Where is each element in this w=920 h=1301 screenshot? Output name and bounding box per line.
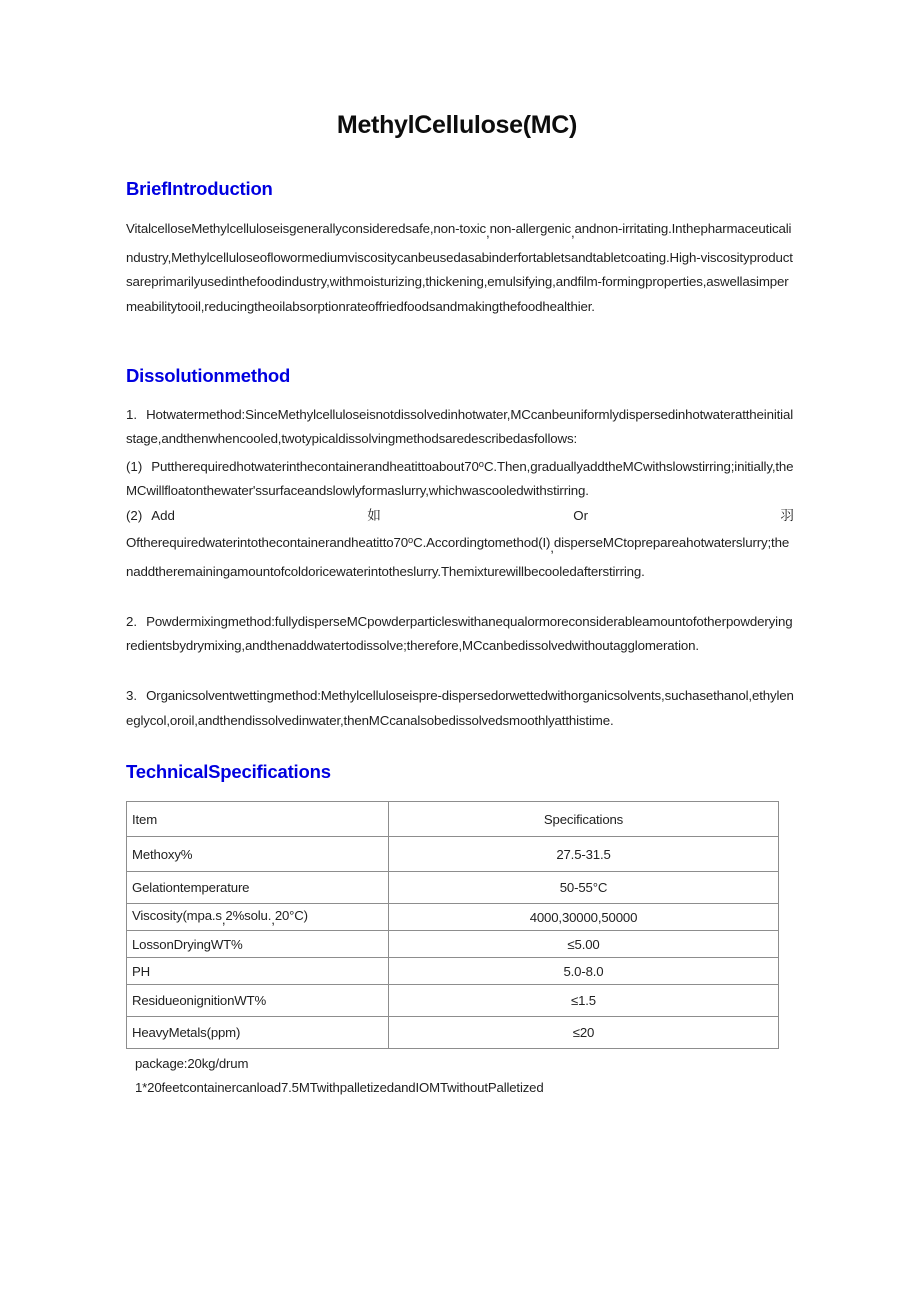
list-number-3: 3. [126,688,138,703]
document-content [126,108,794,1100]
table-row [127,872,779,904]
list-number-sub-1: (1) [126,458,143,474]
intro-subcomma-1: , [486,225,490,241]
list-text-1: Hotwatermethod:SinceMethylcelluloseisnotdissolvedinhotwater,MCcanbeuniformlydispersedinhotwaterattheinitialstage,andthenwhencooled,twotypicaldissolvingmethodsaredescribedasfollows: [126,406,794,447]
viscosity-text-c: 20°C) [274,907,308,923]
intro-text-a: VitalcelloseMethylcelluloseisgenerallyconsideredsafe,non-toxic [126,221,487,236]
sub2-text-c: disperseMCtoprepareahotwaterslurry;thenaddtheremainingamountofcoldoricewaterintotheslurry.Themixturewillbecooledafterstirring. [126,535,790,580]
row-item-loss-on-drying: LossonDryingWT% [127,931,389,958]
list-number-1: 1. [126,406,138,422]
paragraph-dissolution-item-1 [126,403,794,452]
sub2-word-add: Add [151,507,175,523]
list-text-sub-1-b: C.Then,graduallyaddtheMCwithslowstirring;initially,theMCwillfloatonthewater'ssurfaceandslowlyformaslurry,whichwascooledwithstirring. [126,458,794,499]
list-number-sub-2: (2) [126,507,143,523]
list-text-2: Powdermixingmethod:fullydisperseMCpowderparticleswithanequalormoreconsiderableamountofotherpowderyingredientsbydrymixing,andthenaddwatertodissolve;therefore,MCcanbedissolvedwithoutagglomeration. [126,613,793,654]
row-spec-heavy-metals: ≤20 [389,1017,779,1049]
paragraph-dissolution-item-2 [126,610,794,659]
paragraph-dissolution-sub-2-body [126,528,794,584]
table-row [127,1017,779,1049]
heading-technical-specifications: TechnicalSpecifications [126,761,331,783]
intro-text-c: andnon-irritating.Inthepharmaceuticalindustry,Methylcelluloseoflowormediumviscositycanbeusedasabinderfortabletsandtabletcoating.High-viscosityproductsareprimarilyusedinthefoodindustry,withmoisturizing,thickening,emulsifying,andfilm-formingproperties,aswellasimpermeabilitytooil,reducingtheoilabsorptionrateoffriedfoodsandmakingthefoodhealthier. [126,221,793,315]
paragraph-dissolution-sub-1 [126,452,794,504]
row-item-viscosity [127,904,389,931]
heading-dissolution-method: Dissolutionmethod [126,364,291,386]
table-header-item: Item [127,802,389,837]
heading-brief-introduction: BriefIntroduction [126,178,273,199]
viscosity-subcomma-1: , [221,911,226,927]
note-container-load: 1*20feetcontainercanload7.5MTwithpalletizedandIOMTwithoutPalletized [135,1080,544,1096]
paragraph-brief-introduction [126,217,794,320]
row-spec-gelation-temperature: 50-55°C [389,872,779,904]
intro-subcomma-2: , [571,225,575,241]
note-package: package:20kg/drum [135,1056,249,1072]
document-title: MethylCellulose(MC) [336,111,578,139]
paragraph-dissolution-item-3 [126,684,794,733]
degree-symbol-2: o [408,535,414,546]
row-spec-residue-on-ignition: ≤1.5 [389,985,779,1017]
sub2-word-or: Or [573,507,589,523]
table-row [127,837,779,872]
sub2-text-b: C.Accordingtomethod(I) [413,535,551,551]
sub2-cjk-second: 羽 [780,507,794,523]
table-header-specifications: Specifications [389,802,779,837]
list-number-2: 2. [126,613,138,629]
row-item-methoxy: Methoxy% [127,837,389,872]
row-spec-ph: 5.0-8.0 [389,958,779,985]
technical-specifications-table [126,801,779,1049]
table-row [127,958,779,985]
table-row [127,985,779,1017]
viscosity-text-b: 2%solu. [225,907,272,923]
viscosity-subcomma-2: , [271,911,275,927]
sub2-subcomma: , [550,539,554,555]
table-header-row [127,802,779,837]
table-row [127,931,779,958]
intro-text-b: non-allergenic [489,221,571,236]
list-text-3: Organicsolventwettingmethod:Methylcelluloseispre-dispersedorwettedwithorganicsolvents,suchasethanol,ethyleneglycol,oroil,andthendissolvedinwater,thenMCcanalsobedissolvedsmoothlyatthistime. [126,688,794,728]
sub2-cjk-first: 如 [367,507,381,523]
degree-symbol-1: o [478,458,484,469]
sub2-text-a: Oftherequiredwaterintothecontainerandheatitto70 [126,535,408,551]
table-row [127,904,779,931]
sub2-number-and-word [126,504,175,529]
viscosity-text-a: Viscosity(mpa.s [132,907,222,923]
paragraph-dissolution-sub-2-header [126,504,794,529]
row-item-ph: PH [127,958,389,985]
row-item-heavy-metals: HeavyMetals(ppm) [127,1017,389,1049]
list-text-sub-1-a: Puttherequiredhotwaterinthecontainerandheatittoabout70 [151,458,479,474]
row-item-residue-on-ignition: ResidueonignitionWT% [127,985,389,1017]
row-spec-loss-on-drying: ≤5.00 [389,931,779,958]
row-item-gelation-temperature: Gelationtemperature [127,872,389,904]
row-spec-viscosity: 4000,30000,50000 [389,904,779,931]
row-spec-methoxy: 27.5-31.5 [389,837,779,872]
